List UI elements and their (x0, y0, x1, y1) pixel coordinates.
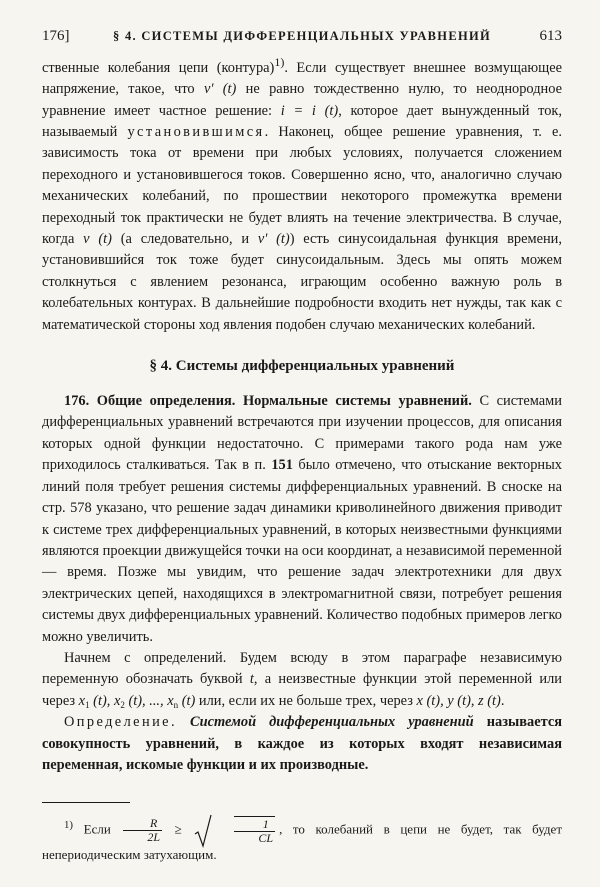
paragraph-definition: Определение. Системой дифференциальных уравнений называется совокупность уравнений, в каждое из которых входят независимая переменная, искомые функции и их производные. (42, 714, 562, 773)
footnote: $^{1)}$ Если $\frac{R}{2L}$ ≥ $\frac{1}{CL}$ , то колебаний в цепи не будет, так будет непериодическим затухающим. (42, 816, 563, 863)
footnote-mark: 1) (64, 819, 74, 832)
book-page (42, 28, 562, 865)
footnote-divider (42, 802, 130, 803)
fraction-r-over-2l: $\frac{R}{2L}$ (123, 817, 162, 844)
header-section-title: § 4. СИСТЕМЫ ДИФФЕРЕНЦИАЛЬНЫХ УРАВНЕНИЙ (112, 29, 492, 43)
running-header (42, 28, 562, 52)
paragraph-notation: Начнем с определений. Будем всюду в этом параграфе независимую переменную обозначать буквой t, а неизвестные функции этой переменной или через $x_1$ (t), $x_2$ (t), ..., $x_n$ (t) или, если их не больше трех, через x (t), y (t), z (t). (42, 649, 562, 710)
footnote-ref: 1) (274, 55, 285, 69)
emphasis-term: установившимся (127, 124, 265, 141)
paragraph-oscillations: ственные колебания цепи (контура)$^{1)}$. Если существует внешнее возмущающее напряжение, такое, что v' (t) не равно тождественно нулю, то неоднородное уравнение имеет частное решение: i = i (t), которое дает вынужденный ток, называемый установившимся. Наконец, общее решение уравнения, т. е. зависимость тока от времени при любых условиях, получается сложением переходного и установившегося токов. Совершенно ясно, что, аналогично случаю механических колебаний, по прошествии некоторого промежутка времени переходный ток практически не будет влиять на течение электричества. В случае, когда v (t) (а следовательно, и v' (t)) есть синусоидальная функция времени, установившийся ток тоже будет синусоидальным. Здесь мы опять можем столкнуться с явлением резонанса, играющим особенно важную роль в колебательных контурах. В дальнейшие подробности входить нет нужды, так как с математической стороны ход явления подобен случаю механических колебаний. (42, 55, 563, 333)
header-paragraph-ref: 176] (42, 28, 70, 44)
paragraph-general-definitions: 176. Общие определения. Нормальные системы уравнений. С системами дифференциальных уравнений встречаются при изучении процессов, для описания которых одной функции недостаточно. С примерами такого рода нам уже приходилось сталкиваться. Так в п. 151 было отмечено, что отыскание векторных линий поля требует решения системы дифференциальных уравнений. В сноске на стр. 578 указано, что решение задач динамики криволинейного движения приводит к системе трех дифференциальных уравнений, в которых неизвестными функциями являются проекции движущейся точки на оси координат, а независимой переменной — время. Позже мы увидим, что решение задач электротехники для двух электрических цепей, находящихся в электромагнитной связи, потребует решения системы двух дифференциальных уравнений. Количество подобных примеров легко можно увеличить. (42, 393, 562, 645)
definition-label: Определение. (64, 714, 177, 731)
page-number: 613 (539, 28, 562, 44)
square-root (194, 816, 275, 845)
fraction-1-over-cl: $\frac{1}{CL}$ (234, 816, 275, 845)
subsection-heading: 176. Общие определения. Нормальные системы уравнений. (64, 393, 472, 410)
definition-term: Системой дифференциальных уравнений (176, 714, 474, 731)
section-heading: § 4. Системы дифференциальных уравнений (149, 358, 455, 375)
